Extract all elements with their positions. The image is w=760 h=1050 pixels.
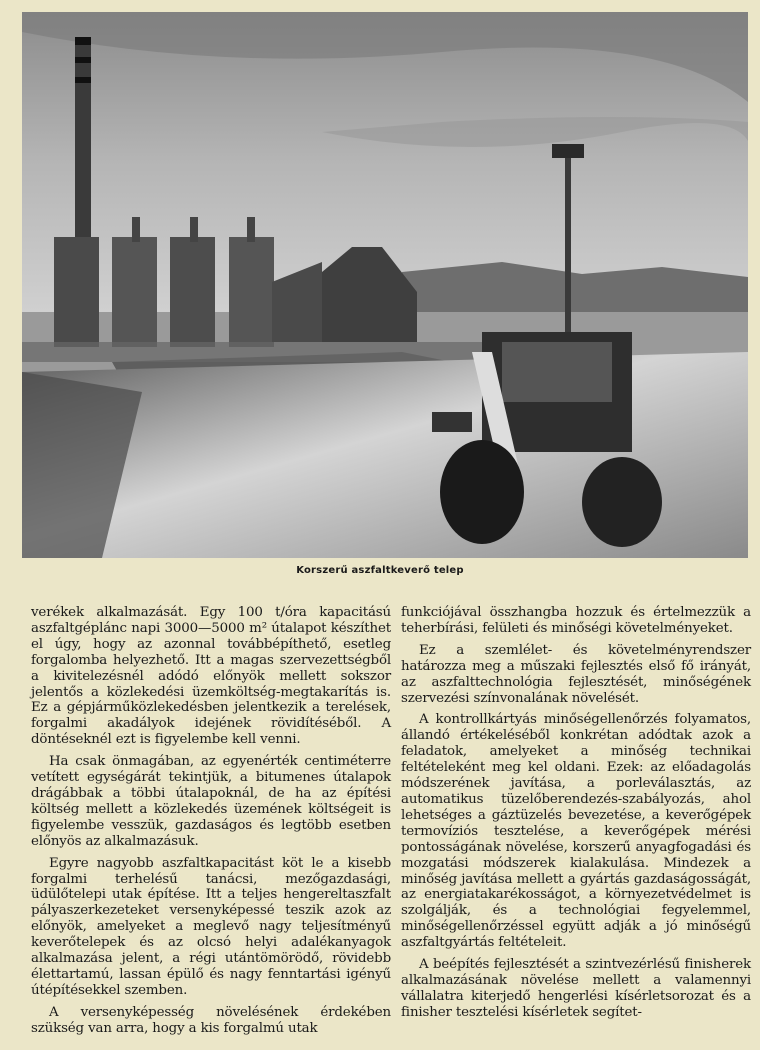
- paragraph: A versenyképesség növelésének érdekében szükség van arra, hogy a kis forgalmú utak: [31, 1004, 391, 1036]
- paragraph: A kontrollkártyás minőségellenőrzés folyamatos, állandó értékeléséből konkrétan adódtak azok a feladatok, amelyeket a minőség technikai feltételeként meg kel oldani. Ezek: az előadagolás módszerének javítása, a porleválasztás, az automatikus tüzelőberendezés-szabályozás, ahol lehetséges a gáztüzelés bevezetése, a keverőgépek termovíziós tesztelése, a keverőgépek mérési pontosságának növelése, korszerű anyagfogadási és mozgatási módszerek kialakulása. Mindezek a minőség javítása mellett a gyártás gazdaságosságát, az energiatakarékosságot, a környezetvédelmet is szolgálják, és a technológiai fegyelemmel, minőségellenőrzéssel együtt adják a jó minőségű aszfaltgyártás feltételeit.: [401, 712, 751, 951]
- figure-caption: Korszerű aszfaltkeverő telep: [296, 565, 464, 576]
- right-text-column: [401, 605, 751, 1027]
- paragraph: A beépítés fejlesztését a szintvezérlésű finisherek alkalmazásának növelése mellett a valamennyi vállalatra kiterjedő hengerlési kísérletsorozat és a finisher tesztelési kísérletek segítet-: [401, 957, 751, 1020]
- paragraph: Ha csak önmagában, az egyenérték centiméterre vetített egységárát tekintjük, a bitumenes útalapok drágábbak a többi útalapoknál, de ha az építési költség mellett a közlekedés üzemének költségeit is figyelembe vesszük, gazdaságos és legtöbb esetben előnyös az alkalmazásuk.: [31, 754, 391, 849]
- asphalt-plant-photo: [22, 12, 748, 558]
- paragraph: Egyre nagyobb aszfaltkapacitást köt le a kisebb forgalmi terhelésű tanácsi, mezőgazdasági, üdülőtelepi utak építése. Itt a teljes hengereltaszfalt pályaszerkezeteket versenyképessé teszik azok az előnyök, amelyeket a meglevő nagy teljesítményű keverőtelepek és az olcsó helyi adalékanyagok alkalmazása jelent, a régi utántömörödő, rövidebb élettartamú, lassan épülő és nagy fenntartási igényű útépítésekkel szemben.: [31, 855, 391, 998]
- paragraph: funkciójával összhangba hozzuk és értelmezzük a teherbírási, felületi és minőségi követelményeket.: [401, 605, 751, 636]
- paragraph: verékek alkalmazását. Egy 100 t/óra kapacitású aszfaltgéplánc napi 3000—5000 m² útalapot készíthet el úgy, hogy az azonnal továbbépíthető, esetleg forgalomba helyezhető. Itt a magas szervezettségből a kivitelezésnél adódó előnyök mellett sokszor jelentős a közlekedési üzemköltség-megtakarítás is. Ez a gépjárműközlekedésben jelentkezik a terelések, forgalmi akadályok idejének rövidítéséből. A döntéseknél ezt is figyelembe kell venni.: [31, 605, 391, 748]
- left-text-column: [31, 605, 391, 1043]
- paragraph: Ez a szemlélet- és követelményrendszer határozza meg a műszaki fejlesztés első fő irányát, az aszfalttechnológia fejlesztését, minőségének szervezési színvonalának növelését.: [401, 642, 751, 706]
